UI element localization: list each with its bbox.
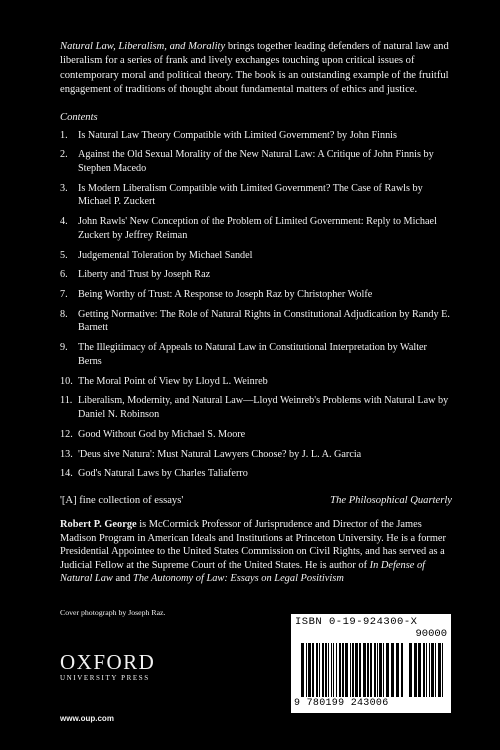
- barcode-bar: [319, 643, 320, 697]
- contents-item: [60, 308, 452, 335]
- blurb: [60, 40, 452, 98]
- review-source: The Philosophical Quarterly: [330, 494, 452, 506]
- barcode-bar: [352, 643, 354, 697]
- barcode-bar: [331, 643, 332, 697]
- contents-item-number: 5.: [60, 249, 68, 261]
- barcode-bar: [367, 643, 369, 697]
- ean-bars: [301, 643, 405, 697]
- contents-item-number: 4.: [60, 216, 68, 228]
- bio-book2: The Autonomy of Law: Essays on Legal Positivism: [133, 573, 344, 585]
- contents-item: [60, 182, 452, 209]
- blurb-text: brings together leading defenders of natural law and liberalism for a series of frank and lively exchanges touching upon critical issues of contemporary moral and political theory. The book is an outstanding example of the fruitful engagement of traditions of thought about fundamental matters of ethics and justice.: [60, 41, 449, 96]
- review-quote: '[A] fine collection of essays': [60, 494, 184, 506]
- contents-item-number: 1.: [60, 129, 68, 141]
- barcode-bar: [339, 643, 341, 697]
- contents-item-number: 10.: [60, 375, 73, 387]
- barcode-bar: [423, 643, 425, 697]
- contents-item-text: God's Natural Laws by Charles Taliaferro: [78, 468, 248, 480]
- barcode-bar: [374, 643, 376, 697]
- barcode-bar: [306, 643, 307, 697]
- contents-item-text: 'Deus sive Natura': Must Natural Lawyers Choose? by J. L. A. Garcia: [78, 448, 362, 460]
- contents-item-text: Is Natural Law Theory Compatible with Limited Government? by John Finnis: [78, 129, 397, 141]
- barcode-bar: [386, 643, 389, 697]
- blurb-book-title: Natural Law, Liberalism, and Morality: [60, 41, 226, 52]
- contents-item-number: 13.: [60, 448, 73, 460]
- contents-item: [60, 341, 452, 368]
- contents-item: [60, 448, 452, 462]
- contents-heading: Contents: [60, 111, 98, 123]
- barcode-bar: [350, 643, 351, 697]
- barcode-bar: [442, 643, 443, 697]
- addon-bars: [409, 643, 445, 697]
- contents-item-text: Being Worthy of Trust: A Response to Joseph Raz by Christopher Wolfe: [78, 289, 373, 301]
- barcode-bar: [401, 643, 403, 697]
- barcode-bar: [312, 643, 314, 697]
- contents-item-number: 9.: [60, 342, 68, 354]
- contents-item: [60, 288, 452, 302]
- contents-item-number: 14.: [60, 468, 73, 480]
- barcode-bar: [345, 643, 348, 697]
- contents-item: [60, 249, 452, 263]
- contents-item-text: John Rawls' New Conception of the Problem of Limited Government: Reply to Michael Zuckert by Jeffrey Reiman: [78, 216, 437, 241]
- barcode-bar: [336, 643, 337, 697]
- contents-item-number: 7.: [60, 289, 68, 301]
- barcode-bar: [333, 643, 334, 697]
- contents-item: [60, 467, 452, 481]
- bio-book1: In Defense of Natural Law: [60, 559, 426, 585]
- contents-item-number: 8.: [60, 308, 68, 320]
- barcode-bar: [359, 643, 361, 697]
- contents-item: [60, 129, 452, 143]
- contents-item-text: Liberalism, Modernity, and Natural Law—Lloyd Weinreb's Problems with Natural Law by Daniel N. Robinson: [78, 395, 449, 420]
- barcode-bar: [379, 643, 382, 697]
- contents-item-text: The Illegitimacy of Appeals to Natural Law in Constitutional Interpretation by Walter Berns: [78, 342, 427, 367]
- barcode-bar: [370, 643, 372, 697]
- publisher-url[interactable]: www.oup.com: [60, 714, 114, 723]
- contents-list: [60, 129, 452, 481]
- contents-item-text: The Moral Point of View by Lloyd L. Weinreb: [78, 375, 268, 387]
- isbn-text: ISBN 0-19-924300-X: [295, 616, 418, 628]
- barcode: [291, 614, 451, 713]
- barcode-bar: [308, 643, 311, 697]
- publisher-sub: UNIVERSITY PRESS: [60, 674, 150, 682]
- barcode-bar: [426, 643, 427, 697]
- contents-item: [60, 375, 452, 389]
- ean-digits: 9 780199 243006: [294, 698, 389, 709]
- bio-text: is McCormick Professor of Jurisprudence and Director of the James Madison Program in American Ideals and Institutions at Princeton University. He is a former Presidential Appointee to the United States Commission on Civil Rights, and has served as a Judicial Fellow at the Supreme Court of the United States. He is author of: [60, 518, 447, 571]
- back-cover-text: [60, 40, 452, 617]
- author-bio: [60, 518, 452, 586]
- contents-item-text: Liberty and Trust by Joseph Raz: [78, 269, 211, 281]
- contents-item-text: Judgemental Toleration by Michael Sandel: [78, 249, 253, 261]
- barcode-bar: [396, 643, 399, 697]
- contents-item-number: 3.: [60, 182, 68, 194]
- publisher-name: OXFORD: [60, 650, 156, 674]
- contents-item: [60, 215, 452, 242]
- barcode-bar: [316, 643, 318, 697]
- contents-item: [60, 148, 452, 175]
- barcode-bar: [301, 643, 304, 697]
- barcode-bar: [342, 643, 344, 697]
- contents-item: [60, 428, 452, 442]
- contents-item-number: 2.: [60, 149, 68, 161]
- contents-item-text: Is Modern Liberalism Compatible with Limited Government? The Case of Rawls by Michael P. Zuckert: [78, 182, 423, 208]
- bio-and: and: [112, 573, 134, 585]
- contents-item-number: 6.: [60, 269, 68, 281]
- barcode-bar: [429, 643, 430, 697]
- contents-item-number: 11.: [60, 395, 73, 407]
- barcode-bar: [363, 643, 366, 697]
- barcode-bar: [328, 643, 329, 697]
- contents-item-text: Getting Normative: The Role of Natural Rights in Constitutional Adjudication by Randy E. Barnett: [78, 308, 450, 334]
- barcode-bar: [355, 643, 358, 697]
- contents-item-number: 12.: [60, 428, 73, 440]
- barcode-bar: [438, 643, 441, 697]
- barcode-bar: [431, 643, 434, 697]
- barcode-bar: [418, 643, 421, 697]
- barcode-bar: [414, 643, 417, 697]
- contents-item-text: Against the Old Sexual Morality of the New Natural Law: A Critique of John Finnis by Stephen Macedo: [78, 149, 434, 174]
- price-code: 90000: [415, 628, 447, 640]
- review-row: [60, 495, 452, 506]
- barcode-bar: [322, 643, 324, 697]
- author-name: Robert P. George: [60, 518, 137, 530]
- contents-item: [60, 394, 452, 421]
- publisher-logo: [60, 651, 155, 682]
- barcode-bar: [409, 643, 412, 697]
- barcode-bar: [325, 643, 327, 697]
- barcode-bar: [383, 643, 384, 697]
- contents-item: [60, 268, 452, 282]
- photo-credit: Cover photograph by Joseph Raz.: [60, 607, 166, 617]
- barcode-bar: [377, 643, 378, 697]
- barcode-bar: [391, 643, 394, 697]
- barcode-bar: [435, 643, 436, 697]
- contents-item-text: Good Without God by Michael S. Moore: [78, 428, 246, 440]
